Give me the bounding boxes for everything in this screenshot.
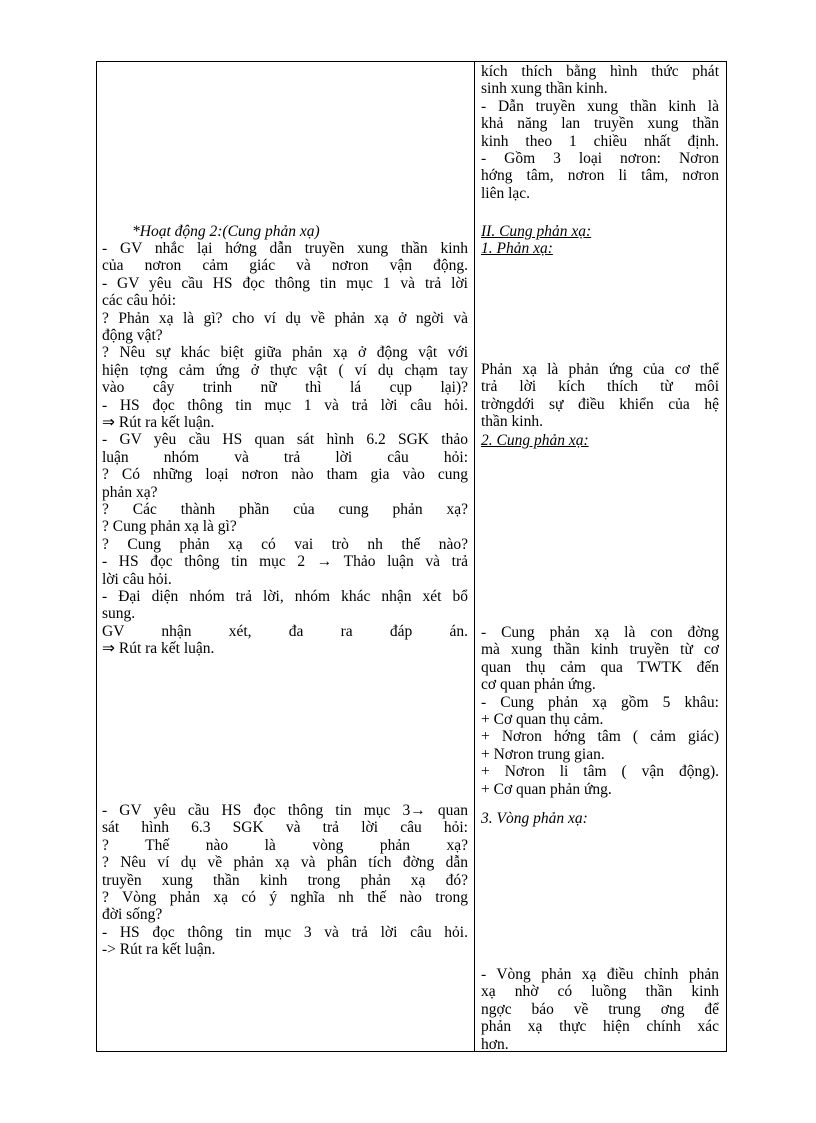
section-heading: II. Cung phản xạ: [481, 223, 592, 240]
text-line: ? Thế nào là vòng phản xạ? [102, 836, 468, 854]
text-line: ? Có những loại nơron nào tham gia vào cung [102, 466, 468, 484]
text-line: - HS đọc thông tin mục 2 → Thảo luận và trả [102, 553, 468, 571]
text-line: - GV nhắc lại hớng dẫn truyền xung thần kinh [102, 240, 468, 257]
text-line: - GV yêu cầu HS quan sát hình 6.2 SGK thảo [102, 431, 468, 449]
text-line: kích thích bằng hình thức phát [481, 63, 719, 80]
text-line: - Cung phản xạ gồm 5 khâu: [481, 693, 719, 711]
text-line: cơ quan phản ứng. [481, 676, 596, 694]
text-line: xạ nhờ có luồng thần kinh [481, 983, 719, 1001]
text-line: - HS đọc thông tin mục 1 và trả lời câu hỏi. [102, 396, 468, 414]
text-line: ? Các thành phần của cung phản xạ? [102, 501, 468, 518]
subheading: 1. Phản xạ: [481, 240, 553, 257]
text-line: - GV yêu cầu HS đọc thông tin mục 1 và trả lời [102, 274, 468, 292]
text-line: luận nhóm và trả lời câu hỏi: [102, 448, 468, 466]
text-line: + Nơron li tâm ( vận động). [481, 763, 719, 781]
text-line: ? Cung phản xạ là gì? [102, 518, 237, 536]
text-line: sung. [102, 605, 136, 623]
text-line: hiện tợng cảm ứng ở thực vật ( ví dụ chạm tay [102, 361, 468, 379]
text-line: - HS đọc thông tin mục 3 và trả lời câu hỏi. [102, 923, 468, 941]
text-line: Phản xạ là phản ứng của cơ thể [481, 361, 719, 378]
text-line: hơn. [481, 1035, 509, 1053]
text-line: vào cây trinh nữ thì lá cụp lại)? [102, 379, 468, 397]
text-line: động vật? [102, 327, 163, 344]
text-line: - Gồm 3 loại nơron: Nơron [481, 150, 719, 167]
text-line: của nơron cảm giác và nơron vận động. [102, 257, 468, 275]
text-line: + Cơ quan thụ cảm. [481, 711, 604, 728]
column-divider [474, 61, 475, 1052]
text-line: + Nơron hớng tâm ( cảm giác) [481, 728, 719, 746]
text-line: -> Rút ra kết luận. [102, 941, 216, 959]
text-line: - Cung phản xạ là con đờng [481, 624, 719, 641]
text-line: ? Nêu sự khác biệt giữa phản xạ ở động vật với [102, 344, 468, 362]
subheading: 2. Cung phản xạ: [481, 432, 589, 449]
text-line: phản xạ? [102, 483, 158, 501]
text-line: thần kinh. [481, 413, 543, 431]
text-line: ngợc báo về trung ơng để [481, 1000, 719, 1018]
activity-heading: *Hoạt động 2:(Cung phản xạ) [132, 223, 320, 240]
text-line: trả lời kích thích từ môi [481, 378, 719, 396]
text-line: hớng tâm, nơron li tâm, nơron [481, 167, 719, 185]
text-line: + Cơ quan phản ứng. [481, 780, 612, 798]
text-line: mà xung thần kinh truyền từ cơ [481, 641, 719, 659]
text-line: - Đại diện nhóm trả lời, nhóm khác nhận xét bổ [102, 588, 468, 605]
text-line: - GV yêu cầu HS đọc thông tin mục 3→ quan [102, 802, 468, 819]
text-line: sát hình 6.3 SGK và trả lời câu hỏi: [102, 819, 468, 837]
text-line: ? Nêu ví dụ về phản xạ và phân tích đờng dẫn [102, 854, 468, 872]
text-line: quan thụ cảm qua TWTK đến [481, 658, 719, 676]
text-line: ⇒ Rút ra kết luận. [102, 640, 215, 658]
text-line: ? Cung phản xạ có vai trò nh thế nào? [102, 535, 468, 553]
subheading: 3. Vòng phản xạ: [481, 810, 588, 827]
text-line: - Vòng phản xạ điều chỉnh phản [481, 966, 719, 983]
text-line: truyền xung thần kinh trong phản xạ đó? [102, 871, 468, 889]
text-line: ? Vòng phản xạ có ý nghĩa nh thế nào trong [102, 889, 468, 906]
text-line: sinh xung thần kinh. [481, 80, 608, 98]
text-line: GV nhận xét, đa ra đáp án. [102, 622, 468, 640]
text-line: các câu hỏi: [102, 292, 177, 310]
text-line: ? Phản xạ là gì? cho ví dụ về phản xạ ở ngời và [102, 309, 468, 327]
text-line: trờngdới sự điều khiển của hệ [481, 395, 719, 413]
text-line: phản xạ thực hiện chính xác [481, 1018, 719, 1036]
text-line: lời câu hỏi. [102, 570, 172, 588]
text-line: khả năng lan truyền xung thần [481, 115, 719, 133]
text-line: đời sống? [102, 906, 163, 924]
text-line: + Nơron trung gian. [481, 745, 605, 763]
text-line: ⇒ Rút ra kết luận. [102, 414, 215, 431]
text-line: - Dẫn truyền xung thần kinh là [481, 97, 719, 115]
text-line: liên lạc. [481, 184, 531, 202]
text-line: kinh theo 1 chiều nhất định. [481, 132, 719, 150]
